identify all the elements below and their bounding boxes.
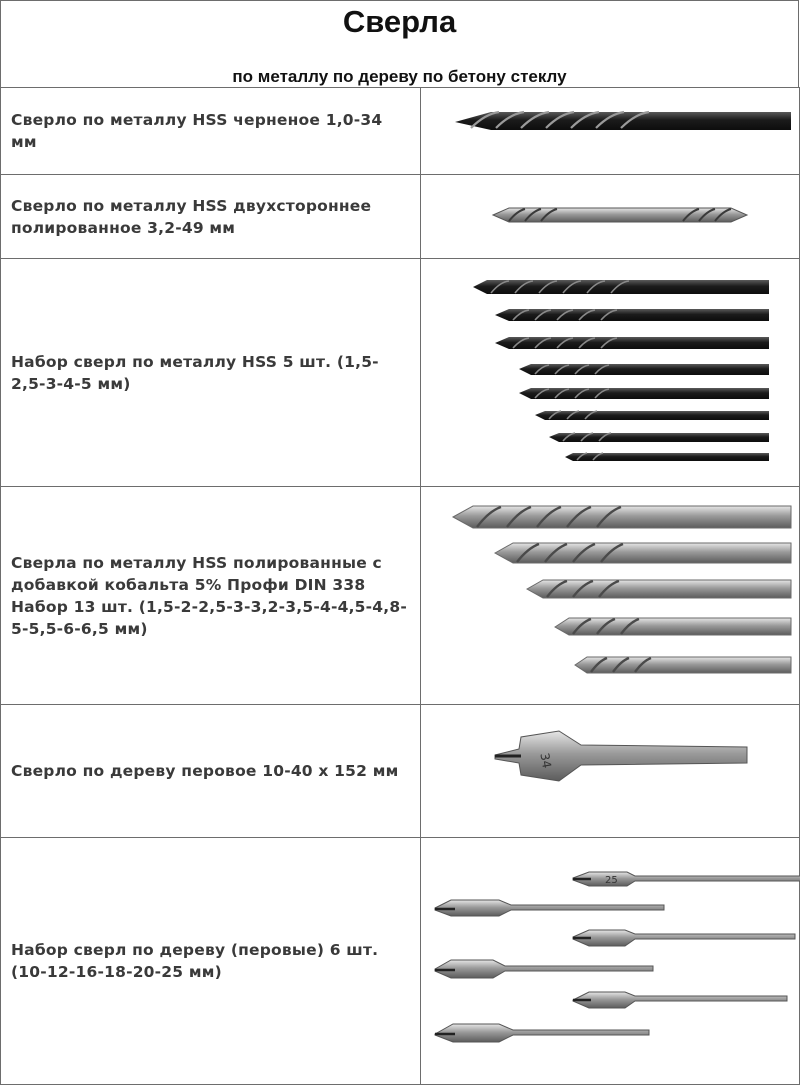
row-label: Сверло по металлу HSS двухстороннее полированное 3,2-49 мм (1, 175, 421, 259)
table-row (1, 838, 800, 1085)
spade-bit-set-icon (421, 838, 800, 1085)
drill-table (0, 87, 800, 1085)
table-row (1, 705, 800, 838)
spade-bit-engraving: 34 (537, 751, 554, 770)
table-row (1, 88, 800, 175)
row-label: Сверло по дереву перовое 10-40 х 152 мм (1, 705, 421, 838)
spade-bit-set-engraving: 25 (605, 875, 618, 886)
row-label: Сверло по металлу HSS черненое 1,0-34 мм (1, 88, 421, 175)
page-title: Сверла (342, 4, 457, 39)
row-label: Набор сверл по дереву (перовые) 6 шт. (10-12-16-18-20-25 мм) (1, 838, 421, 1085)
page-header (0, 0, 799, 87)
table-row (1, 175, 800, 259)
page-subtitle: по металлу по дереву по бетону стеклу (232, 67, 567, 86)
black-drill-set-icon (421, 259, 800, 487)
row-label: Сверла по металлу HSS полированные с добавкой кобальта 5% Профи DIN 338 Набор 13 шт. (1,5-2-2,5-3-3,2-3,5-4-4,5-4,8-5-5,5-6-6,5 мм) (1, 487, 421, 705)
table-row (1, 259, 800, 487)
polished-drill-set-icon (421, 487, 800, 705)
row-label: Набор сверл по металлу HSS 5 шт. (1,5-2,5-3-4-5 мм) (1, 259, 421, 487)
double-ended-drill-icon (421, 175, 800, 259)
spade-bit-icon (421, 705, 800, 838)
black-twist-drill-icon (421, 88, 800, 175)
table-row (1, 487, 800, 705)
